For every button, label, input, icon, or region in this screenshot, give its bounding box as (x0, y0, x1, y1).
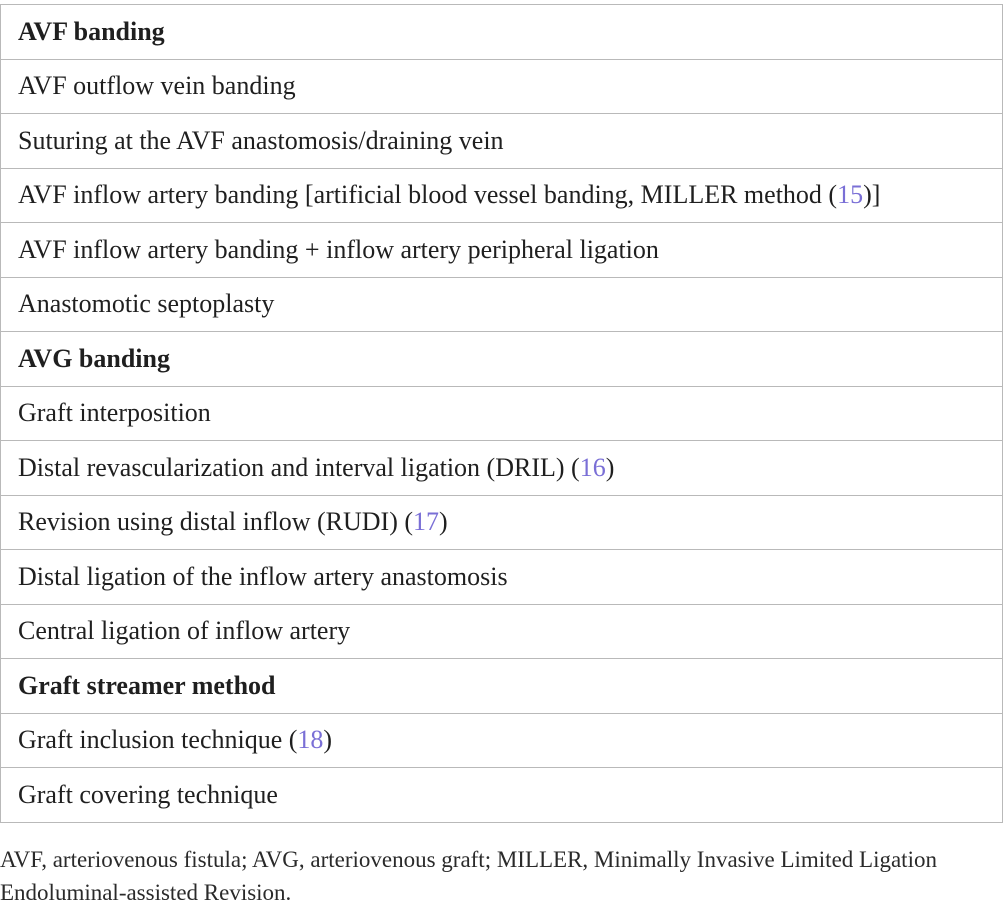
reference-link[interactable]: 16 (579, 452, 606, 482)
table-cell: Central ligation of inflow artery (1, 604, 1003, 659)
reference-link[interactable]: 18 (297, 725, 324, 755)
table-row (1, 59, 1003, 114)
table-row (1, 5, 1003, 60)
table-row (1, 168, 1003, 223)
reference-link[interactable]: 17 (413, 507, 440, 537)
table-row (1, 659, 1003, 714)
table-cell (1, 441, 1003, 496)
cell-text: Distal revascularization and interval ligation (DRIL) ( (18, 452, 580, 482)
section-header: AVG banding (1, 332, 1003, 387)
reference-link[interactable]: 15 (837, 180, 864, 210)
table-cell (1, 713, 1003, 768)
table-cell: Graft covering technique (1, 768, 1003, 823)
cell-text: Revision using distal inflow (RUDI) ( (18, 507, 414, 537)
section-header: Graft streamer method (1, 659, 1003, 714)
table-row (1, 114, 1003, 169)
table-footnote: AVF, arteriovenous fistula; AVG, arteriovenous graft; MILLER, Minimally Invasive Limited Ligation Endoluminal-assisted Revision. (0, 847, 937, 905)
table-row (1, 495, 1003, 550)
table-cell: Graft interposition (1, 386, 1003, 441)
table-row (1, 277, 1003, 332)
table-row (1, 441, 1003, 496)
table-cell: AVF inflow artery banding + inflow artery peripheral ligation (1, 223, 1003, 278)
table-row (1, 604, 1003, 659)
cell-text: Graft inclusion technique ( (18, 725, 298, 755)
table-row (1, 713, 1003, 768)
cell-text: )] (863, 180, 881, 210)
techniques-table (0, 4, 1003, 823)
cell-text: ) (439, 507, 448, 537)
table-row (1, 386, 1003, 441)
table-cell: AVF outflow vein banding (1, 59, 1003, 114)
table-row (1, 768, 1003, 823)
section-header: AVF banding (1, 5, 1003, 60)
cell-text: AVF inflow artery banding [artificial blood vessel banding, MILLER method ( (18, 180, 838, 210)
cell-text: ) (605, 452, 615, 482)
table-cell (1, 495, 1003, 550)
table-row (1, 550, 1003, 605)
cell-text: ) (323, 725, 333, 755)
table-row (1, 332, 1003, 387)
table-cell: Distal ligation of the inflow artery anastomosis (1, 550, 1003, 605)
table-cell: Anastomotic septoplasty (1, 277, 1003, 332)
table-row (1, 223, 1003, 278)
table-cell: Suturing at the AVF anastomosis/draining vein (1, 114, 1003, 169)
table-cell (1, 168, 1003, 223)
